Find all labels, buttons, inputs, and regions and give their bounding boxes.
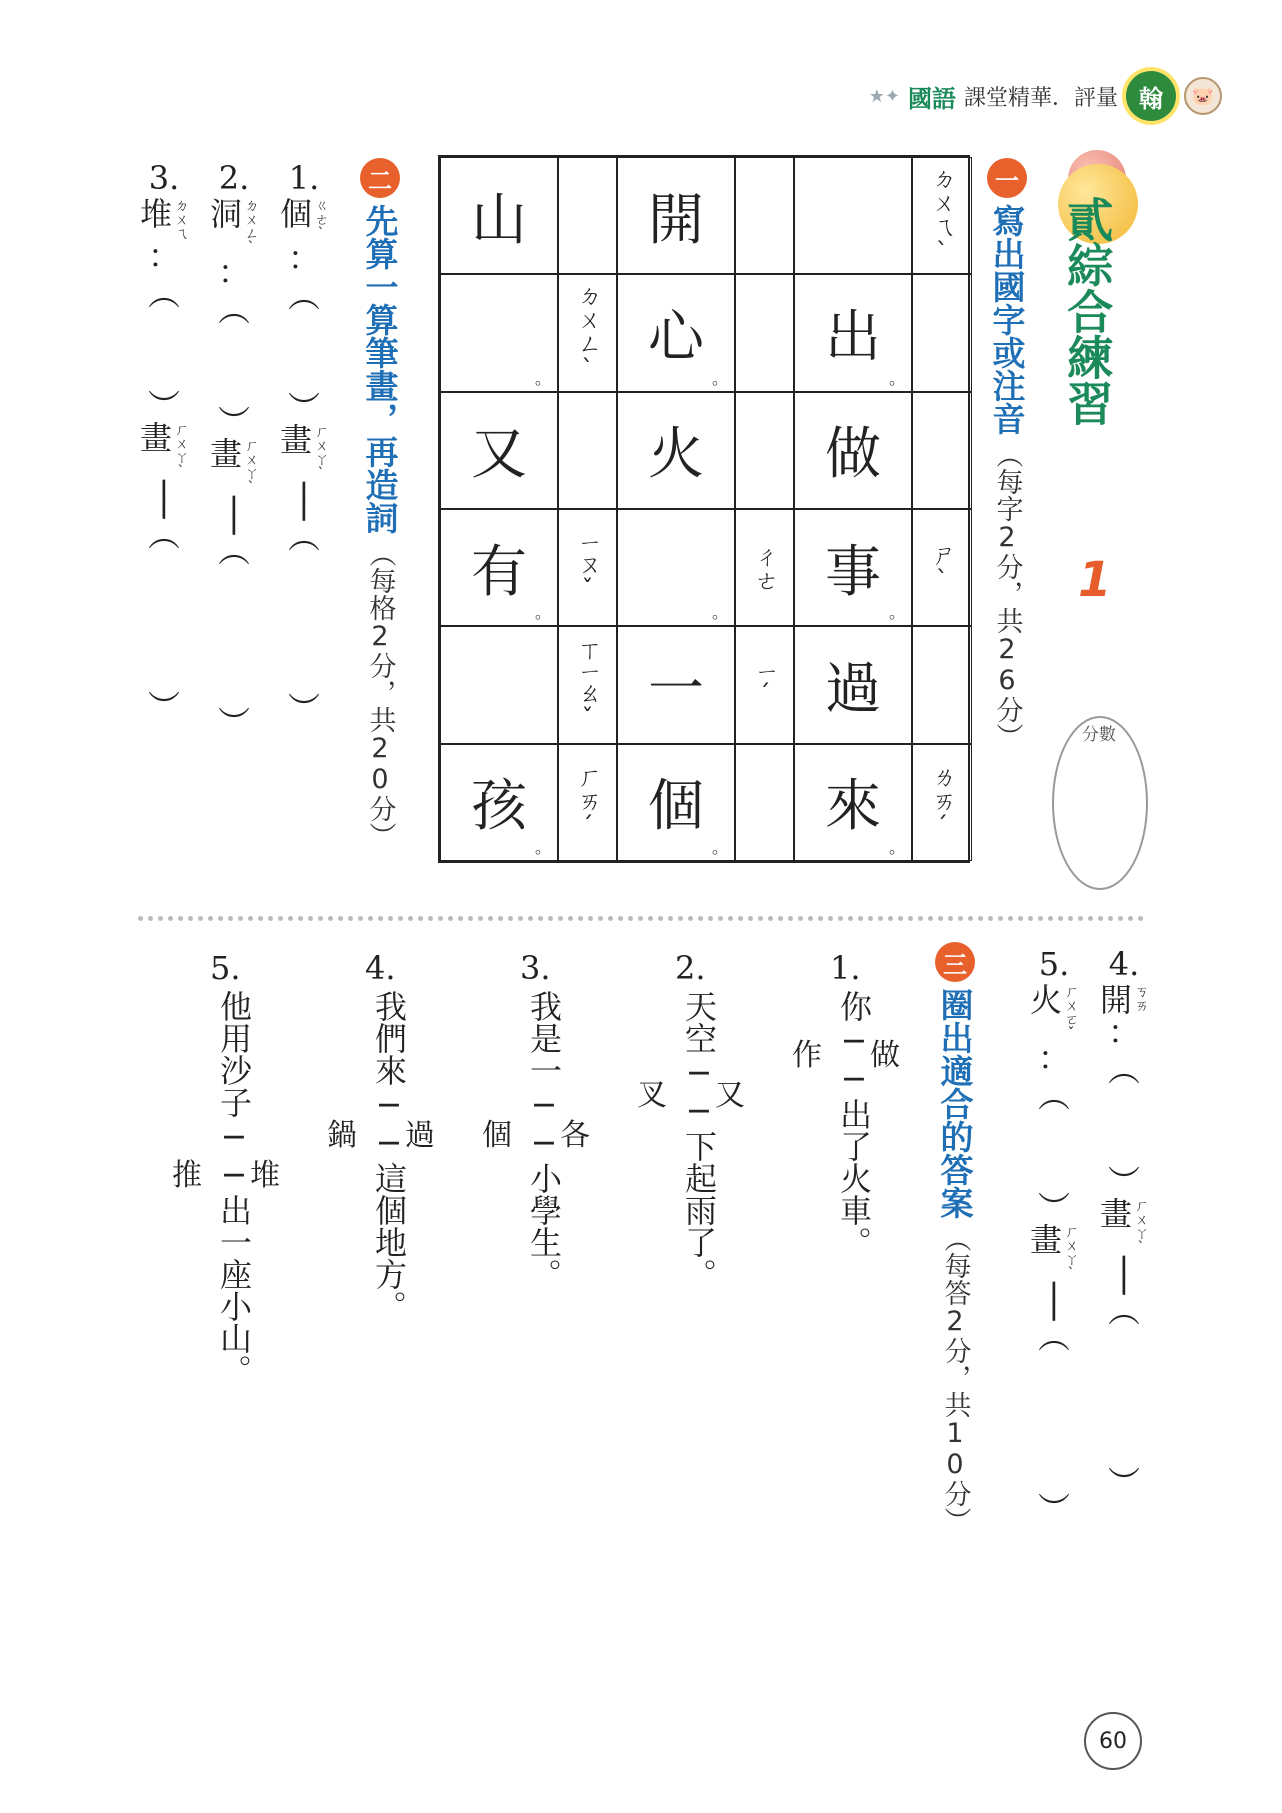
question-sentence bbox=[214, 990, 254, 1386]
word-blank-open[interactable]: ︵ bbox=[218, 531, 251, 570]
unit-zhuyin: ㄏㄨㄚˋ bbox=[173, 422, 190, 480]
option-right[interactable]: 又 bbox=[715, 1078, 745, 1113]
choice-slot: ── bbox=[835, 1022, 873, 1098]
page-header bbox=[869, 74, 1222, 118]
option-left[interactable]: 作 bbox=[792, 1038, 822, 1073]
blank-open[interactable]: ︵ bbox=[288, 277, 321, 315]
grid-cell[interactable] bbox=[735, 744, 794, 861]
unit-zhuyin: ㄏㄨㄚˋ bbox=[1063, 1224, 1080, 1282]
stroke-unit: 畫 bbox=[1030, 1221, 1063, 1259]
grid-cell[interactable] bbox=[912, 626, 972, 743]
connector-line: ── bbox=[1035, 1282, 1073, 1321]
grid-cell[interactable] bbox=[617, 744, 735, 861]
section2-score: （每格2分，共20分） bbox=[364, 540, 396, 849]
publisher-badge: 翰 bbox=[1126, 71, 1176, 121]
question-char: 火 bbox=[1030, 981, 1063, 1019]
period-mark: 。 bbox=[888, 838, 905, 857]
question-number: 2. bbox=[218, 159, 250, 197]
page-title-number: 1 bbox=[1078, 552, 1112, 608]
word-blank-close[interactable]: ︶ bbox=[1108, 1463, 1141, 1502]
grid-char: 出 bbox=[825, 304, 881, 370]
option-left[interactable]: 個 bbox=[482, 1118, 512, 1153]
unit-row bbox=[1030, 1221, 1080, 1282]
section1-heading: 寫出國字或注音 bbox=[987, 204, 1027, 435]
stroke-question bbox=[280, 159, 330, 728]
choice-slot: ── bbox=[215, 1118, 253, 1194]
grid-zhuyin: ㄉㄨㄥˋ bbox=[573, 282, 602, 383]
sentence-before: 我們來 bbox=[370, 990, 408, 1086]
grid-cell[interactable] bbox=[912, 744, 972, 861]
question-char-row bbox=[280, 195, 330, 242]
unit-zhuyin: ㄏㄨㄚˋ bbox=[243, 438, 260, 496]
header-series: 課堂精華．評量 bbox=[963, 85, 1118, 111]
grid-char: 孩 bbox=[471, 774, 527, 840]
question-number: 1. bbox=[288, 159, 320, 197]
grid-cell[interactable] bbox=[912, 274, 972, 391]
stroke-question bbox=[140, 159, 190, 726]
question-number: 5. bbox=[210, 949, 241, 987]
word-blank-open[interactable]: ︵ bbox=[1108, 1291, 1141, 1330]
colon: ： bbox=[288, 239, 321, 277]
grid-zhuyin: ㄏㄞˊ bbox=[573, 764, 602, 841]
unit-row bbox=[140, 419, 190, 480]
grid-cell[interactable] bbox=[794, 392, 912, 509]
stroke-question bbox=[1100, 945, 1150, 1502]
question-number: 3. bbox=[520, 949, 551, 987]
star-icon: ★✦ bbox=[868, 85, 900, 107]
grid-cell[interactable] bbox=[735, 157, 794, 274]
period-mark: 。 bbox=[711, 838, 728, 857]
colon: ： bbox=[148, 237, 181, 275]
grid-cell[interactable] bbox=[440, 392, 558, 509]
colon: ： bbox=[218, 253, 251, 291]
question-sentence bbox=[369, 990, 409, 1322]
word-blank-open[interactable]: ︵ bbox=[1038, 1317, 1071, 1356]
page-number: 60 bbox=[1084, 1712, 1142, 1770]
unit-zhuyin: ㄏㄨㄚˋ bbox=[313, 424, 330, 482]
grid-char: 來 bbox=[825, 774, 881, 840]
question-sentence bbox=[679, 990, 719, 1290]
stroke-question bbox=[210, 159, 260, 742]
period-mark: 。 bbox=[711, 603, 728, 623]
blank-open[interactable]: ︵ bbox=[218, 291, 251, 329]
section1-badge: 一 bbox=[987, 158, 1027, 198]
grid-cell[interactable] bbox=[617, 157, 735, 274]
grid-cell[interactable] bbox=[735, 392, 794, 509]
question-char-row bbox=[1100, 981, 1150, 1019]
grid-char: 開 bbox=[648, 187, 704, 253]
grid-cell[interactable] bbox=[794, 274, 912, 391]
grid-zhuyin: ㄧㄡˇ bbox=[573, 532, 602, 604]
grid-char: 事 bbox=[825, 539, 881, 605]
grid-char: 火 bbox=[648, 422, 704, 488]
sentence-before: 你 bbox=[835, 990, 873, 1022]
grid-cell[interactable] bbox=[440, 744, 558, 861]
grid-zhuyin: ㄌㄞˊ bbox=[928, 764, 956, 841]
score-label: 分數 bbox=[1082, 725, 1116, 745]
question-char-row bbox=[210, 195, 260, 256]
header-subject: 國語 bbox=[907, 84, 956, 113]
question-char-row bbox=[1030, 981, 1080, 1042]
period-mark: 。 bbox=[534, 603, 551, 623]
grid-cell[interactable] bbox=[558, 157, 617, 274]
stroke-questions-bottom bbox=[1020, 945, 1160, 1628]
question-number: 4. bbox=[1108, 945, 1140, 983]
grid-zhuyin: ㄧˊ bbox=[750, 661, 779, 709]
grid-cell[interactable] bbox=[440, 626, 558, 743]
grid-cell[interactable] bbox=[558, 392, 617, 509]
blank-close[interactable]: ︶ bbox=[1038, 1189, 1071, 1227]
grid-cell[interactable] bbox=[912, 509, 972, 626]
question-number: 4. bbox=[365, 949, 396, 987]
section3-head bbox=[935, 942, 975, 1534]
section1-head bbox=[987, 158, 1027, 750]
stroke-unit: 畫 bbox=[280, 421, 313, 459]
grid-cell[interactable] bbox=[440, 274, 558, 391]
option-left[interactable]: 鍋 bbox=[327, 1118, 357, 1153]
grid-cell[interactable] bbox=[794, 509, 912, 626]
colon: ： bbox=[1108, 1013, 1141, 1051]
grid-cell[interactable] bbox=[617, 274, 735, 391]
grid-char: 過 bbox=[825, 656, 881, 722]
word-blank-open[interactable]: ︵ bbox=[148, 515, 181, 554]
word-blank-close[interactable]: ︶ bbox=[148, 687, 181, 726]
grid-char: 心 bbox=[648, 304, 704, 370]
question-char: 堆 bbox=[140, 195, 173, 233]
grid-char: 有 bbox=[471, 539, 527, 605]
mascot-icon: 🐷 bbox=[1184, 77, 1222, 115]
period-mark: 。 bbox=[534, 368, 551, 388]
section-divider bbox=[138, 916, 1144, 921]
sentence-before: 他用沙子 bbox=[215, 990, 253, 1118]
grid-cell[interactable] bbox=[617, 509, 735, 626]
sentence-after: 這個地方。 bbox=[370, 1162, 408, 1322]
colon: ： bbox=[1038, 1039, 1071, 1077]
answer-grid bbox=[438, 155, 970, 863]
unit-row bbox=[280, 421, 330, 482]
section1-score: （每字2分，共26分） bbox=[991, 441, 1023, 750]
period-mark: 。 bbox=[888, 368, 905, 388]
question-number: 2. bbox=[675, 949, 706, 987]
grid-char: 又 bbox=[471, 422, 527, 488]
option-right[interactable]: 做 bbox=[870, 1038, 900, 1073]
stroke-unit: 畫 bbox=[210, 435, 243, 473]
question-number: 3. bbox=[148, 159, 180, 197]
section2-head bbox=[360, 158, 400, 849]
grid-cell[interactable] bbox=[440, 157, 558, 274]
blank-close[interactable]: ︶ bbox=[218, 403, 251, 441]
period-mark: 。 bbox=[534, 838, 551, 857]
section2-badge: 二 bbox=[360, 158, 400, 198]
grid-char: 山 bbox=[471, 187, 527, 253]
question-char: 開 bbox=[1100, 981, 1133, 1019]
section3-badge: 三 bbox=[935, 942, 975, 982]
grid-cell[interactable] bbox=[794, 157, 912, 274]
word-blank-close[interactable]: ︶ bbox=[288, 689, 321, 728]
option-right[interactable]: 過 bbox=[405, 1118, 435, 1153]
connector-line: ── bbox=[1105, 1256, 1143, 1295]
question-char: 個 bbox=[280, 195, 313, 233]
question-number: 5. bbox=[1038, 945, 1070, 983]
blank-open[interactable]: ︵ bbox=[148, 275, 181, 313]
question-sentence bbox=[524, 990, 564, 1290]
blank-close[interactable]: ︶ bbox=[1108, 1163, 1141, 1201]
option-left[interactable]: 叉 bbox=[637, 1078, 667, 1113]
grid-cell[interactable] bbox=[794, 744, 912, 861]
connector-line: ── bbox=[145, 480, 183, 519]
grid-cell[interactable] bbox=[912, 392, 972, 509]
question-zhuyin: ㄍㄜˋ bbox=[313, 198, 330, 242]
sentence-before: 天空 bbox=[680, 990, 718, 1054]
question-number: 1. bbox=[830, 949, 861, 987]
question-sentence bbox=[834, 990, 874, 1258]
stroke-questions-top bbox=[140, 159, 340, 842]
choice-slot: ── bbox=[525, 1086, 563, 1162]
choice-slot: ── bbox=[370, 1086, 408, 1162]
word-blank-close[interactable]: ︶ bbox=[1038, 1489, 1071, 1528]
option-right[interactable]: 各 bbox=[560, 1118, 590, 1153]
sentence-after: 出了火車。 bbox=[835, 1098, 873, 1258]
stroke-unit: 畫 bbox=[140, 419, 173, 457]
grid-cell[interactable] bbox=[735, 274, 794, 391]
grid-cell[interactable] bbox=[558, 744, 617, 861]
grid-cell[interactable] bbox=[440, 509, 558, 626]
choice-questions bbox=[150, 948, 910, 1468]
stroke-question bbox=[1030, 945, 1080, 1528]
question-zhuyin: ㄉㄨㄥˋ bbox=[243, 198, 260, 256]
choice-slot: ── bbox=[680, 1054, 718, 1130]
question-zhuyin: ㄏㄨㄛˇ bbox=[1063, 984, 1080, 1042]
grid-char: 個 bbox=[648, 774, 704, 840]
sentence-after: 小學生。 bbox=[525, 1162, 563, 1290]
question-zhuyin: ㄎㄞ bbox=[1133, 984, 1150, 1012]
question-char: 洞 bbox=[210, 195, 243, 233]
page-title: 貳綜合練習 bbox=[1060, 196, 1115, 426]
grid-cell[interactable] bbox=[558, 626, 617, 743]
grid-cell[interactable] bbox=[794, 626, 912, 743]
sentence-after: 下起雨了。 bbox=[680, 1130, 718, 1290]
option-right[interactable]: 堆 bbox=[250, 1158, 280, 1193]
grid-cell[interactable] bbox=[735, 626, 794, 743]
question-zhuyin: ㄉㄨㄟ bbox=[173, 198, 190, 240]
blank-open[interactable]: ︵ bbox=[1038, 1077, 1071, 1115]
unit-row bbox=[210, 435, 260, 496]
period-mark: 。 bbox=[711, 368, 728, 388]
grid-zhuyin: ㄉㄨㄟˋ bbox=[928, 165, 956, 266]
connector-line: ── bbox=[215, 496, 253, 535]
grid-cell[interactable] bbox=[558, 509, 617, 626]
grid-cell[interactable] bbox=[735, 509, 794, 626]
word-blank-close[interactable]: ︶ bbox=[218, 703, 251, 742]
blank-close[interactable]: ︶ bbox=[148, 387, 181, 425]
grid-cell[interactable] bbox=[912, 157, 972, 274]
section3-score: （每答2分，共10分） bbox=[939, 1225, 971, 1534]
section3-heading: 圈出適合的答案 bbox=[935, 988, 975, 1219]
connector-line: ── bbox=[285, 482, 323, 521]
grid-zhuyin: ㄒㄧㄠˇ bbox=[573, 637, 602, 733]
grid-char: 做 bbox=[825, 422, 881, 488]
word-blank-open[interactable]: ︵ bbox=[288, 517, 321, 556]
grid-zhuyin: ㄔㄜ bbox=[750, 543, 779, 592]
grid-cell[interactable] bbox=[558, 274, 617, 391]
period-mark: 。 bbox=[888, 603, 905, 623]
blank-close[interactable]: ︶ bbox=[288, 389, 321, 427]
grid-zhuyin: ㄕˋ bbox=[928, 541, 956, 594]
option-left[interactable]: 推 bbox=[172, 1158, 202, 1193]
section2-heading: 先算一算筆畫，再造詞 bbox=[360, 204, 400, 534]
question-char-row bbox=[140, 195, 190, 240]
blank-open[interactable]: ︵ bbox=[1108, 1051, 1141, 1089]
grid-cell[interactable] bbox=[617, 392, 735, 509]
grid-cell[interactable] bbox=[617, 626, 735, 743]
stroke-unit: 畫 bbox=[1100, 1195, 1133, 1233]
grid-char: 一 bbox=[648, 656, 704, 722]
sentence-before: 我是一 bbox=[525, 990, 563, 1086]
unit-zhuyin: ㄏㄨㄚˋ bbox=[1133, 1198, 1150, 1256]
unit-row bbox=[1100, 1195, 1150, 1256]
sentence-after: 出一座小山。 bbox=[215, 1194, 253, 1386]
